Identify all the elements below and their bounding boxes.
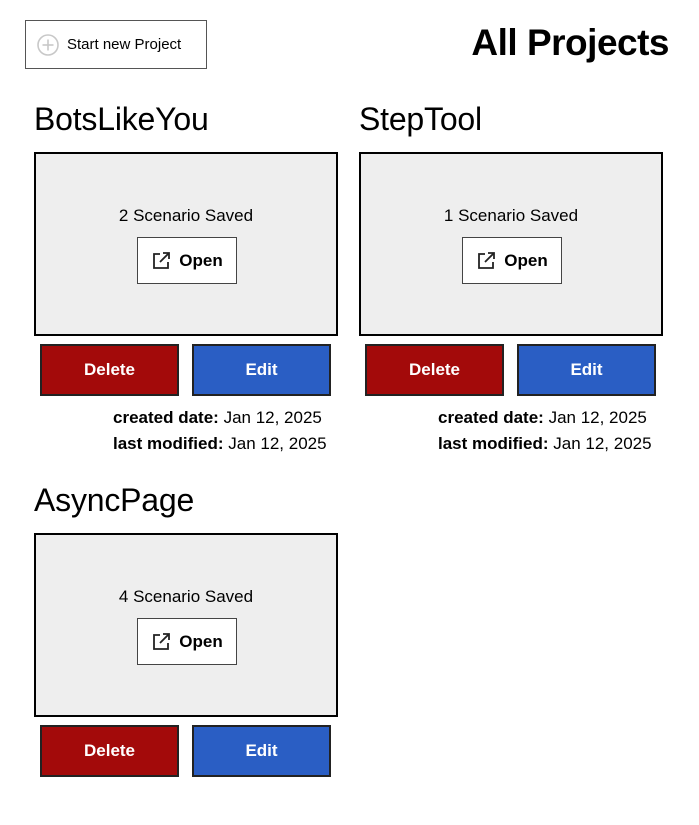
created-date-label: created date:	[438, 408, 544, 427]
project-preview	[359, 152, 663, 336]
open-label: Open	[179, 631, 223, 651]
external-link-icon	[151, 251, 171, 271]
project-preview	[34, 533, 338, 717]
project-preview	[34, 152, 338, 336]
delete-project-button[interactable]: Delete	[40, 725, 179, 777]
scenario-count: 4 Scenario Saved	[118, 587, 254, 606]
last-modified-value: Jan 12, 2025	[553, 434, 652, 453]
last-modified-label: last modified:	[438, 434, 549, 453]
open-label: Open	[179, 250, 223, 270]
project-name: AsyncPage	[34, 482, 195, 518]
delete-project-button[interactable]: Delete	[365, 344, 504, 396]
open-project-button[interactable]	[462, 237, 562, 284]
last-modified-row	[113, 431, 327, 457]
scenario-count: 2 Scenario Saved	[118, 206, 254, 225]
edit-project-button[interactable]: Edit	[192, 344, 331, 396]
project-name: StepTool	[359, 101, 482, 137]
open-project-button[interactable]	[137, 237, 237, 284]
created-date-label: created date:	[113, 408, 219, 427]
plus-circle-icon	[37, 34, 59, 56]
last-modified-value: Jan 12, 2025	[228, 434, 327, 453]
project-card-steptool	[359, 101, 679, 461]
external-link-icon	[151, 632, 171, 652]
scenario-count: 1 Scenario Saved	[443, 206, 579, 225]
open-project-button[interactable]	[137, 618, 237, 665]
edit-project-button[interactable]: Edit	[192, 725, 331, 777]
project-dates	[438, 405, 652, 457]
created-date-row	[113, 405, 327, 431]
project-card-botslikeyou	[34, 101, 354, 461]
external-link-icon	[476, 251, 496, 271]
last-modified-label: last modified:	[113, 434, 224, 453]
last-modified-row	[438, 431, 652, 457]
delete-project-button[interactable]: Delete	[40, 344, 179, 396]
created-date-row	[438, 405, 652, 431]
open-label: Open	[504, 250, 548, 270]
edit-project-button[interactable]: Edit	[517, 344, 656, 396]
project-card-asyncpage	[34, 482, 354, 782]
project-name: BotsLikeYou	[34, 101, 209, 137]
start-new-project-button[interactable]	[25, 20, 207, 69]
project-dates	[113, 405, 327, 457]
created-date-value: Jan 12, 2025	[223, 408, 322, 427]
page-title: All Projects	[471, 22, 669, 63]
created-date-value: Jan 12, 2025	[548, 408, 647, 427]
start-new-project-label: Start new Project	[67, 36, 182, 53]
